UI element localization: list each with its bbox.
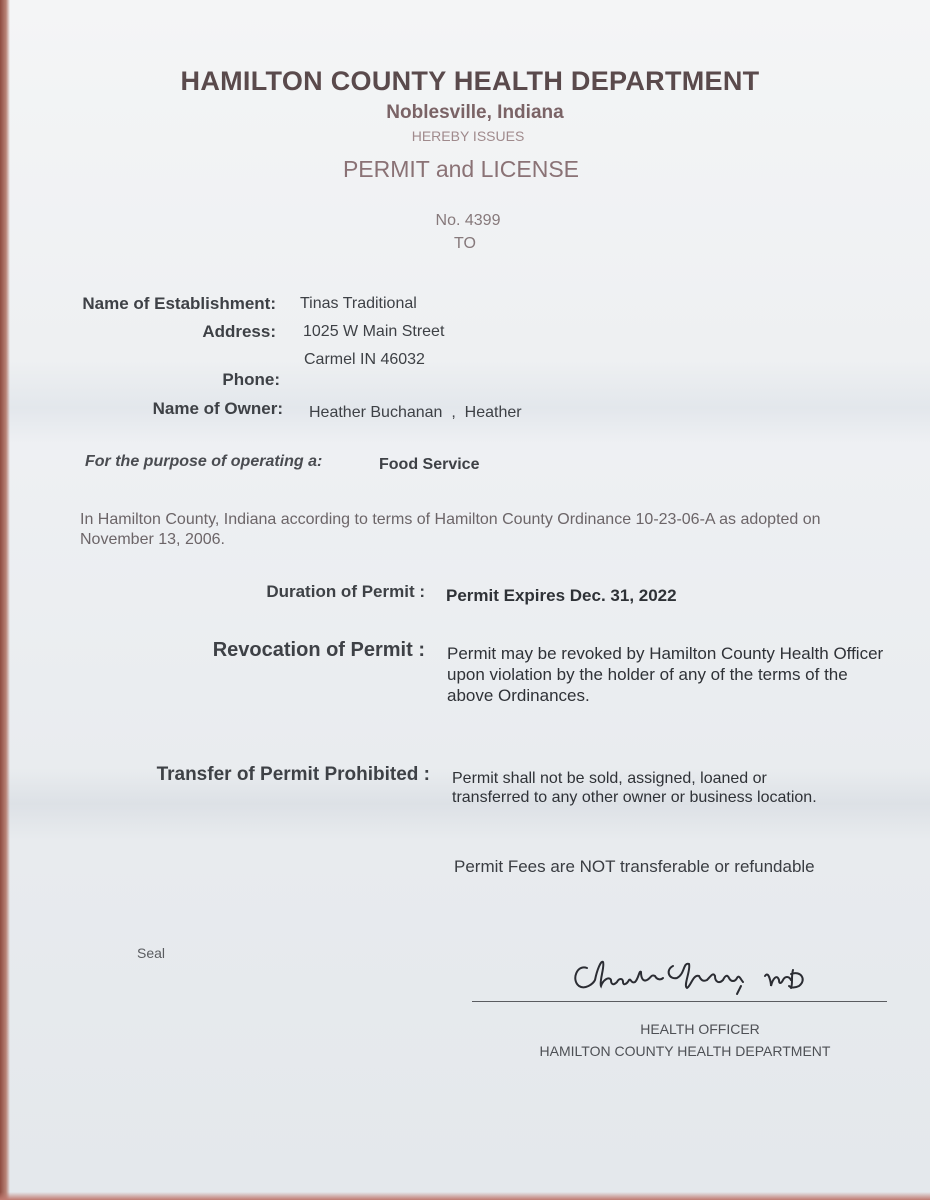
permit-title: PERMIT and LICENSE bbox=[342, 156, 580, 182]
address-line-2: Carmel IN 46032 bbox=[304, 351, 425, 368]
department-city: Noblesville, Indiana bbox=[386, 102, 564, 123]
establishment-name-label: Name of Establishment: bbox=[82, 294, 276, 313]
purpose-value: Food Service bbox=[379, 456, 480, 473]
permit-number: No. 4399 bbox=[435, 212, 501, 229]
paper-edge-bottom bbox=[0, 1192, 930, 1200]
duration-value: Permit Expires Dec. 31, 2022 bbox=[446, 586, 677, 605]
revocation-value: Permit may be revoked by Hamilton County Health Officer upon violation by the holder of any of the terms of the above Ordinances. bbox=[447, 644, 884, 705]
fees-note: Permit Fees are NOT transferable or refundable bbox=[454, 857, 815, 876]
signature bbox=[565, 950, 825, 1000]
to-label: TO bbox=[454, 235, 476, 252]
owner-name-value: Heather Buchanan , Heather bbox=[309, 404, 522, 421]
transfer-label: Transfer of Permit Prohibited : bbox=[156, 764, 430, 785]
owner-name-label: Name of Owner: bbox=[152, 399, 283, 418]
signature-line bbox=[472, 1001, 887, 1002]
establishment-name-value: Tinas Traditional bbox=[300, 295, 417, 312]
department-title: HAMILTON COUNTY HEALTH DEPARTMENT bbox=[180, 66, 760, 96]
seal-label: Seal bbox=[137, 945, 166, 961]
officer-department: HAMILTON COUNTY HEALTH DEPARTMENT bbox=[539, 1043, 831, 1059]
phone-label: Phone: bbox=[222, 370, 280, 389]
address-label: Address: bbox=[202, 322, 276, 341]
address-line-1: 1025 W Main Street bbox=[303, 323, 445, 340]
duration-label: Duration of Permit : bbox=[266, 582, 425, 601]
transfer-value: Permit shall not be sold, assigned, loaned or transferred to any other owner or business location. bbox=[452, 770, 817, 806]
hereby-issues-text: HEREBY ISSUES bbox=[411, 128, 525, 144]
officer-title: HEALTH OFFICER bbox=[640, 1021, 760, 1037]
purpose-label: For the purpose of operating a: bbox=[85, 453, 323, 470]
revocation-label: Revocation of Permit : bbox=[212, 639, 425, 661]
ordinance-text: In Hamilton County, Indiana according to terms of Hamilton County Ordinance 10-23-06-A as adopted on November 13, 2006. bbox=[80, 511, 821, 548]
